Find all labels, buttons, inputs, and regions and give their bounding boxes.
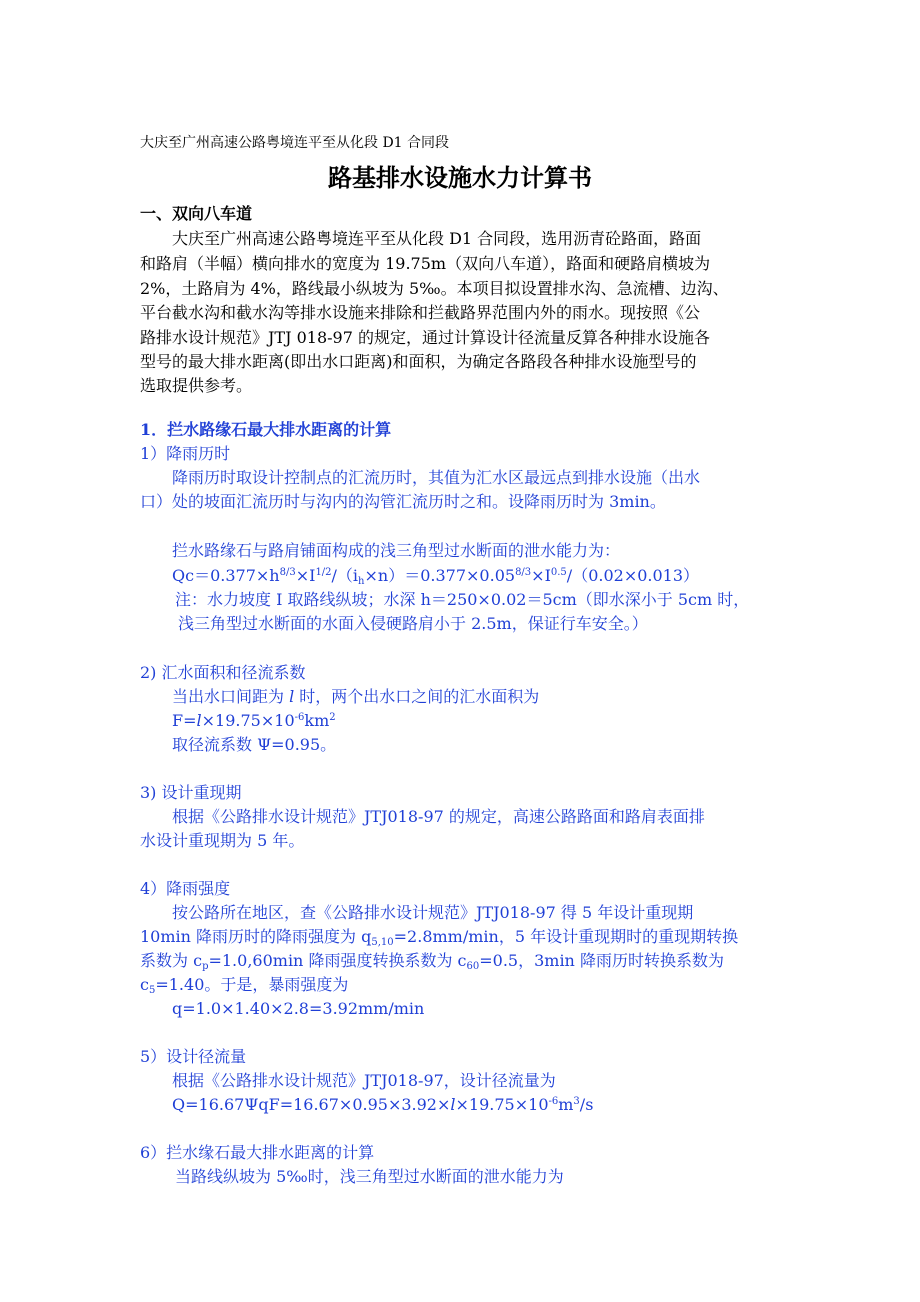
formula-superscript: -6 [548, 1096, 559, 1107]
formula-superscript: 8/3 [515, 567, 532, 578]
formula-part: km [304, 711, 330, 730]
variable-l: l [196, 711, 202, 730]
item-label: 3) 设计重现期 [140, 783, 242, 802]
intro-line: 路排水设计规范》JTJ 018-97 的规定，通过计算设计径流量反算各种排水设施各 [140, 328, 710, 347]
formula-f [172, 711, 336, 731]
formula-part: ×19.75×10 [455, 1095, 549, 1114]
variable-l: l [289, 687, 295, 706]
formula-q: q=1.0×1.40×2.8=3.92mm/min [172, 999, 425, 1018]
item-label: 4）降雨强度 [140, 879, 231, 898]
item-label: 5）设计径流量 [140, 1047, 247, 1066]
intro-line: 选取提供参考。 [140, 376, 253, 395]
subsection-heading: 1．拦水路缘石最大排水距离的计算 [140, 420, 392, 439]
text-part: 时，两个出水口之间的汇水面积为 [294, 687, 540, 706]
paragraph-line: 当路线纵坡为 5‰时，浅三角型过水断面的泄水能力为 [175, 1167, 564, 1186]
intro-line: 型号的最大排水距离(即出水口距离)和面积，为确定各路段各种排水设施型号的 [140, 352, 697, 371]
formula-superscript: 3 [573, 1096, 580, 1107]
text-part: c [140, 975, 149, 994]
document-header: 大庆至广州高速公路粤境连平至从化段 D1 合同段 [140, 135, 450, 151]
formula-part: F= [172, 711, 197, 730]
item-label: 2) 汇水面积和径流系数 [140, 663, 306, 682]
paragraph-line: 降雨历时取设计控制点的汇流历时，其值为汇水区最远点到排水设施（出水 [172, 468, 701, 487]
paragraph-line: 取径流系数 Ψ=0.95。 [172, 735, 337, 754]
section-heading: 一、双向八车道 [140, 204, 253, 223]
text-part: 系数为 c [140, 951, 203, 970]
document-title: 路基排水设施水力计算书 [328, 163, 592, 192]
paragraph-line: 按公路所在地区，查《公路排水设计规范》JTJ018-97 得 5 年设计重现期 [172, 903, 694, 922]
item-label: 6）拦水缘石最大排水距离的计算 [140, 1143, 375, 1162]
formula-subscript: p [202, 961, 209, 972]
formula-qc [172, 566, 699, 586]
paragraph-line: 根据《公路排水设计规范》JTJ018-97，设计径流量为 [172, 1071, 556, 1090]
paragraph-line [140, 975, 348, 995]
formula-superscript: 2 [329, 712, 336, 723]
formula-part: Qc＝0.377×h [172, 566, 280, 585]
formula-part: ×19.75×10 [201, 711, 295, 730]
text-part: 当出水口间距为 [172, 687, 290, 706]
paragraph-line: 拦水路缘石与路肩铺面构成的浅三角型过水断面的泄水能力为： [172, 541, 621, 560]
formula-subscript: 5 [148, 985, 156, 996]
text-part: =2.8mm/min，5 年设计重现期时的重现期转换 [393, 927, 739, 946]
formula-Q [172, 1095, 593, 1115]
note-line: 浅三角型过水断面的水面入侵硬路肩小于 2.5m，保证行车安全。） [178, 614, 648, 633]
formula-part: Q=16.67ΨqF=16.67×0.95×3.92× [172, 1095, 451, 1114]
formula-part: /（i [331, 566, 359, 585]
text-part: =1.0,60min 降雨强度转换系数为 c [208, 951, 467, 970]
paragraph-line: 水设计重现期为 5 年。 [140, 831, 305, 850]
formula-part: m [558, 1095, 574, 1114]
formula-superscript: 8/3 [279, 567, 296, 578]
paragraph-line [172, 687, 539, 707]
note-line: 注：水力坡度 I 取路线纵坡；水深 h＝250×0.02＝5cm（即水深小于 5cm 时， [175, 590, 750, 609]
variable-l: l [450, 1095, 456, 1114]
formula-superscript: 1/2 [315, 567, 332, 578]
item-label: 1）降雨历时 [140, 444, 231, 463]
intro-line: 大庆至广州高速公路粤境连平至从化段 D1 合同段，选用沥青砼路面，路面 [172, 229, 702, 248]
formula-superscript: 0.5 [550, 567, 567, 578]
text-part: =0.5，3min 降雨历时转换系数为 [479, 951, 724, 970]
intro-line: 平台截水沟和截水沟等排水设施来排除和拦截路界范围内外的雨水。现按照《公 [140, 303, 701, 322]
formula-part: /s [579, 1095, 594, 1114]
paragraph-line [140, 951, 724, 971]
text-part: =1.40。于是，暴雨强度为 [155, 975, 349, 994]
paragraph-line: 口）处的坡面汇流历时与沟内的沟管汇流历时之和。设降雨历时为 3min。 [140, 492, 666, 511]
formula-subscript: h [358, 576, 365, 587]
formula-subscript: 60 [466, 961, 480, 972]
paragraph-line [140, 927, 738, 947]
formula-part: ×n）＝0.377×0.05 [364, 566, 516, 585]
paragraph-line: 根据《公路排水设计规范》JTJ018-97 的规定，高速公路路面和路肩表面排 [172, 807, 705, 826]
formula-part: ×I [295, 566, 316, 585]
text-part: 10min 降雨历时的降雨强度为 q [140, 927, 372, 946]
intro-line: 和路肩（半幅）横向排水的宽度为 19.75m（双向八车道），路面和硬路肩横坡为 [140, 254, 711, 273]
formula-subscript: 5,10 [371, 937, 394, 948]
formula-part: /（0.02×0.013） [566, 566, 700, 585]
formula-superscript: -6 [294, 712, 305, 723]
formula-part: ×I [531, 566, 551, 585]
intro-line: 2%，土路肩为 4%，路线最小纵坡为 5‰。本项目拟设置排水沟、急流槽、边沟、 [140, 279, 729, 298]
